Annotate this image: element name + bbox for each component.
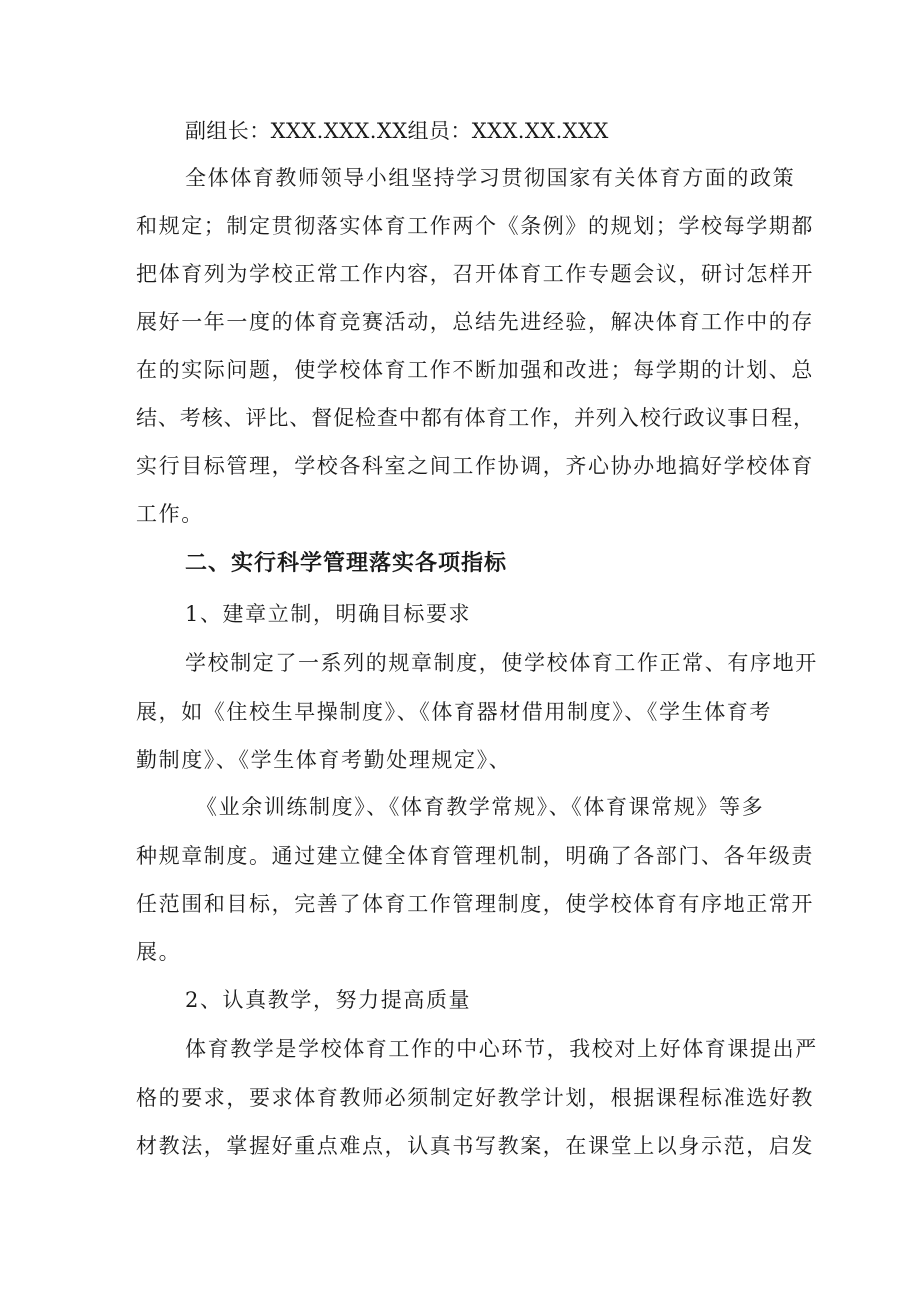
intro-line: 工作。 bbox=[136, 502, 204, 526]
paragraph-line: 《业余训练制度》、《体育教学常规》、《体育课常规》等多 bbox=[196, 795, 765, 819]
intro-line: 实行目标管理，学校各科室之间工作协调，齐心协办地搞好学校体育 bbox=[136, 454, 814, 478]
member-line: 副组长：XXX.XXX.XX组员：XXX.XX.XXX bbox=[185, 119, 609, 143]
paragraph-line: 展，如《住校生早操制度》、《体育器材借用制度》、《学生体育考 bbox=[136, 700, 772, 724]
intro-line: 结、考核、评比、督促检查中都有体育工作，并列入校行政议事日程， bbox=[136, 406, 815, 430]
intro-line: 把体育列为学校正常工作内容，召开体育工作专题会议，研讨怎样开 bbox=[136, 262, 814, 286]
paragraph-line: 体育教学是学校体育工作的中心环节，我校对上好体育课提出严 bbox=[185, 1037, 818, 1061]
subsection-title: 2、认真教学，努力提高质量 bbox=[185, 988, 472, 1012]
intro-line: 和规定；制定贯彻落实体育工作两个《条例》的规划；学校每学期都 bbox=[136, 214, 814, 238]
intro-line: 在的实际问题，使学校体育工作不断加强和改进；每学期的计划、总 bbox=[136, 358, 814, 382]
paragraph-line: 学校制定了一系列的规章制度，使学校体育工作正常、有序地开 bbox=[185, 651, 818, 675]
section-heading: 二、实行科学管理落实各项指标 bbox=[185, 551, 508, 576]
paragraph-line: 材教法，掌握好重点难点，认真书写教案，在课堂上以身示范，启发 bbox=[136, 1134, 814, 1158]
paragraph-line: 格的要求，要求体育教师必须制定好教学计划，根据课程标准选好教 bbox=[136, 1086, 814, 1110]
intro-line: 全体体育教师领导小组坚持学习贯彻国家有关体育方面的政策 bbox=[185, 166, 796, 190]
intro-line: 展好一年一度的体育竞赛活动，总结先进经验，解决体育工作中的存 bbox=[136, 310, 814, 334]
paragraph-line: 种规章制度。通过建立健全体育管理机制，明确了各部门、各年级责 bbox=[136, 844, 814, 868]
paragraph-line: 任范围和目标，完善了体育工作管理制度，使学校体育有序地正常开 bbox=[136, 892, 814, 916]
paragraph-line: 勤制度》、《学生体育考勤处理规定》、 bbox=[136, 748, 512, 772]
paragraph-line: 展。 bbox=[136, 940, 182, 964]
subsection-title: 1、建章立制，明确目标要求 bbox=[185, 602, 472, 626]
